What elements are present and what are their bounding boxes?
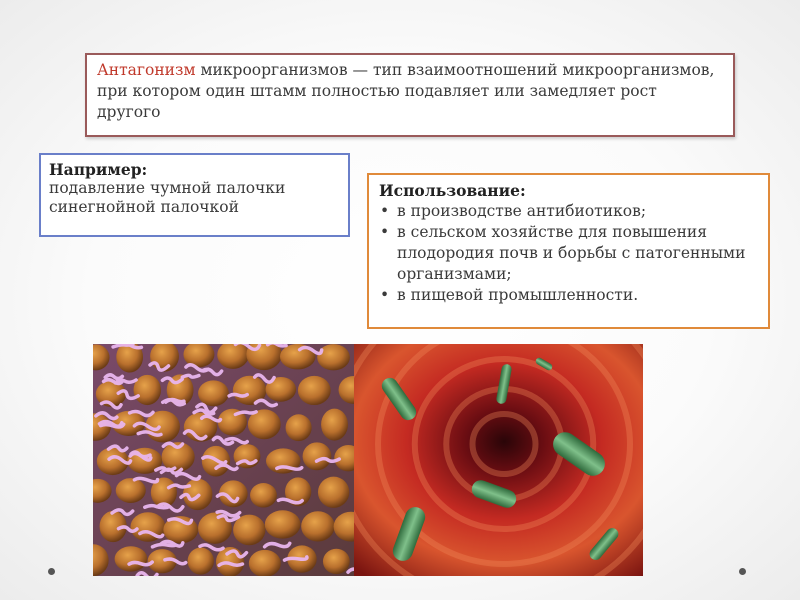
usage-heading: Использование:	[379, 181, 526, 200]
usage-item: • в сельском хозяйстве для повышения плодородия почв и борьбы с патогенными организмами;	[377, 222, 760, 285]
slide-nav-dot-left	[48, 568, 55, 575]
slide-nav-dot-right	[739, 568, 746, 575]
microbes-on-tissue-image	[93, 344, 354, 576]
rod-bacteria-image	[354, 344, 643, 576]
example-heading: Например:	[49, 160, 148, 179]
usage-box	[367, 173, 770, 329]
definition-box	[85, 53, 735, 137]
usage-item: • в пищевой промышленности.	[377, 285, 760, 306]
usage-item: • в производстве антибиотиков;	[377, 201, 760, 222]
example-text: подавление чумной палочки синегнойной палочкой	[49, 179, 286, 216]
usage-list	[377, 201, 760, 306]
definition-text: микроорганизмов — тип взаимоотношений микроорганизмов, при котором один штамм полностью подавляет или замедляет рост другого	[97, 61, 715, 121]
definition-term: Антагонизм	[97, 61, 196, 79]
example-box	[39, 153, 350, 237]
